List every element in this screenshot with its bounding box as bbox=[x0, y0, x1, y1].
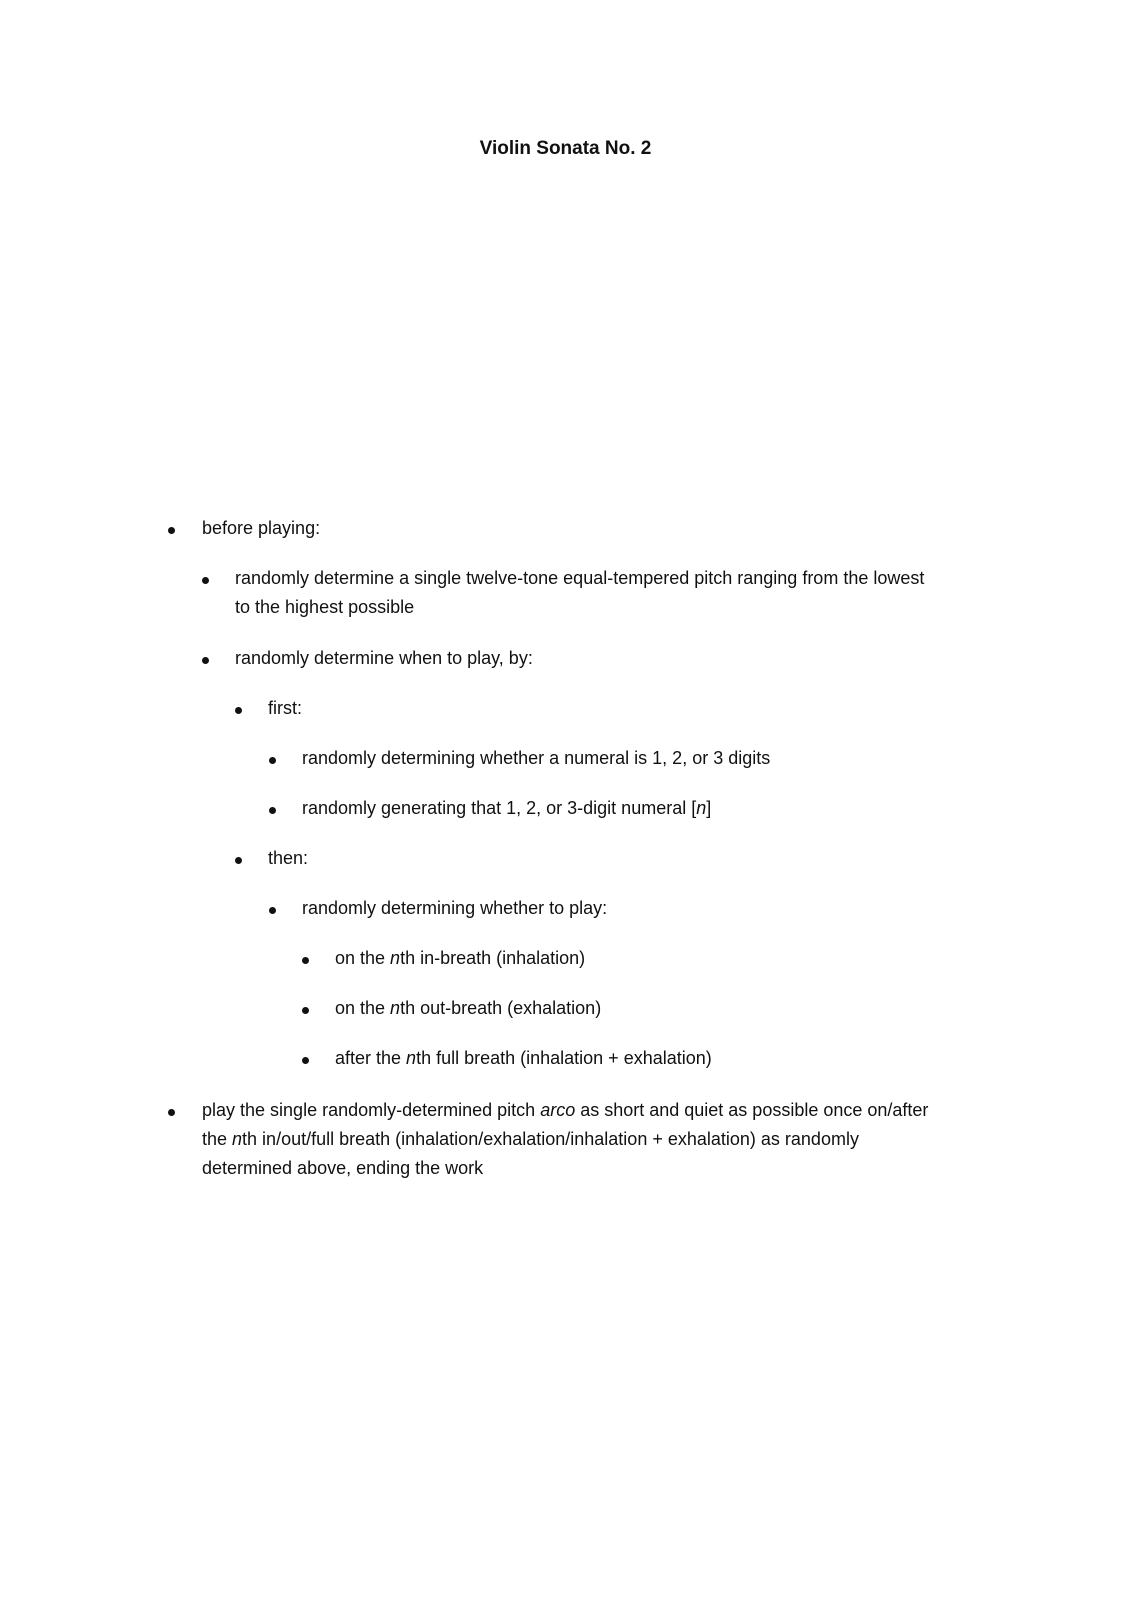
bullet-icon bbox=[302, 957, 309, 964]
bullet-icon bbox=[235, 857, 242, 864]
list-item-text bbox=[335, 944, 585, 973]
text-segment: on the bbox=[335, 948, 391, 968]
list-item-text: first: bbox=[268, 698, 302, 718]
list-item-text-line bbox=[202, 1096, 928, 1125]
bullet-icon bbox=[202, 657, 209, 664]
text-segment: play the single randomly-determined pitch bbox=[202, 1100, 541, 1120]
bullet-icon bbox=[269, 807, 276, 814]
list-item-text bbox=[302, 794, 711, 823]
list-item-text-line: randomly determine a single twelve-tone equal-tempered pitch ranging from the lowest bbox=[235, 568, 925, 588]
list-item-text-line: determined above, ending the work bbox=[202, 1158, 484, 1178]
bullet-icon bbox=[302, 1007, 309, 1014]
list-item-text bbox=[335, 994, 601, 1023]
list-item-text: randomly determining whether a numeral is 1, 2, or 3 digits bbox=[302, 748, 771, 768]
italic-term: arco bbox=[540, 1100, 576, 1120]
bullet-icon bbox=[235, 707, 242, 714]
document-title: Violin Sonata No. 2 bbox=[479, 138, 652, 159]
bullet-icon bbox=[202, 577, 209, 584]
list-item-text bbox=[335, 1044, 712, 1073]
bullet-icon bbox=[168, 527, 175, 534]
italic-variable: n bbox=[406, 1048, 417, 1068]
bullet-icon bbox=[302, 1057, 309, 1064]
text-segment: on the bbox=[335, 998, 391, 1018]
bullet-icon bbox=[269, 757, 276, 764]
list-item-text: before playing: bbox=[202, 518, 321, 538]
text-segment: th in-breath (inhalation) bbox=[400, 948, 586, 968]
list-item-text: then: bbox=[268, 848, 309, 868]
list-item-text-line: to the highest possible bbox=[235, 597, 415, 617]
list-item-text-line bbox=[202, 1125, 859, 1154]
text-segment: th full breath (inhalation + exhalation) bbox=[416, 1048, 712, 1068]
list-item-text: randomly determine when to play, by: bbox=[235, 648, 533, 668]
list-item-text: randomly determining whether to play: bbox=[302, 898, 608, 918]
text-segment: the bbox=[202, 1129, 233, 1149]
text-segment: th out-breath (exhalation) bbox=[400, 998, 602, 1018]
text-segment: ] bbox=[706, 798, 712, 818]
italic-variable: n bbox=[390, 998, 401, 1018]
italic-variable: n bbox=[390, 948, 401, 968]
italic-variable: n bbox=[696, 798, 707, 818]
bullet-icon bbox=[168, 1109, 175, 1116]
text-segment: th in/out/full breath (inhalation/exhalation/inhalation + exhalation) as randomly bbox=[242, 1129, 859, 1149]
bullet-icon bbox=[269, 907, 276, 914]
text-segment: after the bbox=[335, 1048, 407, 1068]
text-segment: randomly generating that 1, 2, or 3-digit numeral [ bbox=[302, 798, 697, 818]
text-segment: as short and quiet as possible once on/after bbox=[575, 1100, 929, 1120]
italic-variable: n bbox=[232, 1129, 243, 1149]
